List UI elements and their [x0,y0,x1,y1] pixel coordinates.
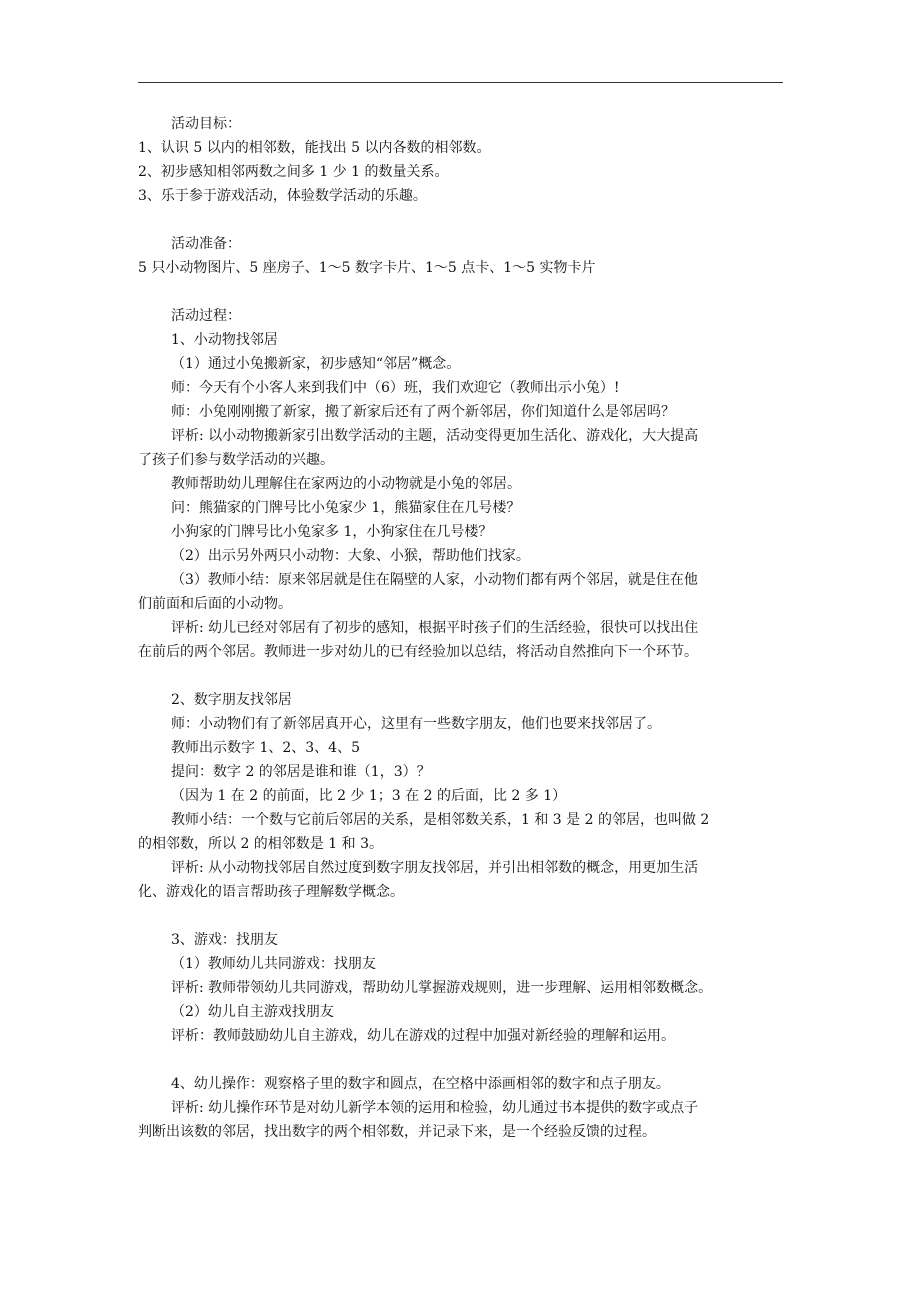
section-heading-process: 活动过程： [171,308,241,324]
paragraph-line: 化、游戏化的语言帮助孩子理解数学概念。 [138,884,404,900]
section-heading-preparation: 活动准备： [171,236,241,252]
paragraph-line: 评析: 以小动物搬新家引出数学活动的主题，活动变得更加生活化、游戏化，大大提高 [171,428,699,444]
paragraph-line: 的相邻数，所以 2 的相邻数是 1 和 3。 [138,836,383,852]
paragraph-line: 教师帮助幼儿理解住在家两边的小动物就是小兔的邻居。 [171,476,521,492]
goal-item: 2、初步感知相邻两数之间多 1 少 1 的数量关系。 [138,164,449,180]
paragraph-line: （1）教师幼儿共同游戏：找朋友 [171,956,376,972]
paragraph-line: 师：今天有个小客人来到我们中（6）班，我们欢迎它（教师出示小兔）! [171,380,620,396]
paragraph-line: 评析: 幼儿操作环节是对幼儿新学本领的运用和检验，幼儿通过书本提供的数字或点子 [171,1100,699,1116]
paragraph-line: 评析: 教师带领幼儿共同游戏，帮助幼儿掌握游戏规则，进一步理解、运用相邻数概念。 [171,980,713,996]
paragraph-line: 了孩子们参与数学活动的兴趣。 [138,452,334,468]
paragraph-line: （2）幼儿自主游戏找朋友 [171,1004,334,1020]
paragraph-line: 评析: 从小动物找邻居自然过度到数字朋友找邻居，并引出相邻数的概念，用更加生活 [171,860,699,876]
paragraph-line: 教师小结：一个数与它前后邻居的关系，是相邻数关系，1 和 3 是 2 的邻居，也叫做 2 [171,812,710,828]
paragraph-line: （3）教师小结：原来邻居就是住在隔壁的人家，小动物们都有两个邻居，就是住在他 [171,572,698,588]
goal-item: 3、乐于参于游戏活动，体验数学活动的乐趣。 [138,188,427,204]
paragraph-line: 判断出该数的邻居，找出数字的两个相邻数，并记录下来，是一个经验反馈的过程。 [138,1124,656,1140]
section-heading-goals: 活动目标： [171,116,241,132]
goal-item: 1、认识 5 以内的相邻数，能找出 5 以内各数的相邻数。 [138,140,491,156]
paragraph-line: 们前面和后面的小动物。 [138,596,292,612]
paragraph-line: 评析：教师鼓励幼儿自主游戏，幼儿在游戏的过程中加强对新经验的理解和运用。 [171,1028,675,1044]
paragraph-line: 小狗家的门牌号比小兔家多 1，小狗家住在几号楼？ [171,524,493,540]
paragraph-line: 在前后的两个邻居。教师进一步对幼儿的已有经验加以总结，将活动自然推向下一个环节。 [138,644,698,660]
header-rule [138,82,783,83]
paragraph-line: （2）出示另外两只小动物：大象、小猴，帮助他们找家。 [171,548,530,564]
step-title: 2、数字朋友找邻居 [171,692,292,708]
paragraph-line: （1）通过小兔搬新家，初步感知“邻居”概念。 [171,356,461,372]
paragraph-line: 提问：数字 2 的邻居是谁和谁（1，3）？ [171,764,431,780]
preparation-text: 5 只小动物图片、5 座房子、1～5 数字卡片、1～5 点卡、1～5 实物卡片 [138,260,596,276]
step-title: 4、幼儿操作：观察格子里的数字和圆点，在空格中添画相邻的数字和点子朋友。 [171,1076,670,1092]
paragraph-line: 评析: 幼儿已经对邻居有了初步的感知，根据平时孩子们的生活经验，很快可以找出住 [171,620,699,636]
document-body [138,112,789,1144]
paragraph-line: 教师出示数字 1、2、3、4、5 [171,740,360,756]
paragraph-line: （因为 1 在 2 的前面，比 2 少 1；3 在 2 的后面，比 2 多 1） [171,788,567,804]
paragraph-line: 师：小动物们有了新邻居真开心，这里有一些数字朋友，他们也要来找邻居了。 [171,716,661,732]
paragraph-line: 问：熊猫家的门牌号比小兔家少 1，熊猫家住在几号楼？ [171,500,521,516]
step-title: 3、游戏：找朋友 [171,932,278,948]
paragraph-line: 师：小兔刚刚搬了新家，搬了新家后还有了两个新邻居，你们知道什么是邻居吗？ [171,404,675,420]
step-title: 1、小动物找邻居 [171,332,278,348]
